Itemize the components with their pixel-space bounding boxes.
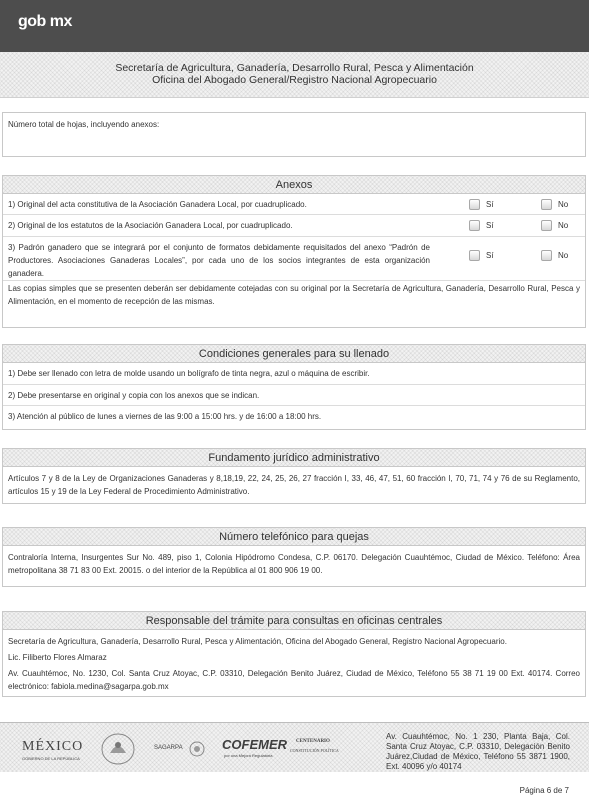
anexo-text-2: 2) Original de los estatutos de la Asociación Ganadera Local, por cuadruplicado.	[8, 221, 293, 230]
condicion-item-1: 1) Debe ser llenado con letra de molde usando un bolígrafo de tinta negra, azul o máquina de escribir.	[3, 363, 585, 385]
condicion-item-3: 3) Atención al público de lunes a viernes de las 9:00 a 15:00 hrs. y de 16:00 a 18:00 hrs.	[8, 412, 322, 421]
anexo-1-yes-label: Sí	[486, 200, 494, 209]
telefono-title: Número telefónico para quejas	[3, 528, 585, 546]
centenario-sub: CONSTITUCIÓN POLÍTICA	[290, 748, 339, 753]
anexo-row-1	[3, 194, 585, 215]
anexo-row-2	[3, 215, 585, 237]
anexo-2-yes-label: Sí	[486, 221, 494, 230]
anexo-2-no-checkbox[interactable]	[541, 220, 552, 231]
anexo-2-yes-checkbox[interactable]	[469, 220, 480, 231]
anexos-note: Las copias simples que se presenten deberán ser debidamente cotejadas con su original por la Secretaría de Agricultura, Ganadería, Desarrollo Rural, Pesca y Alimentación, en el momento de recepción de las mismas.	[8, 284, 580, 306]
header-line-1: Secretaría de Agricultura, Ganadería, Desarrollo Rural, Pesca y Alimentación	[115, 62, 474, 74]
anexo-1-yes-checkbox[interactable]	[469, 199, 480, 210]
document-header	[0, 52, 589, 98]
page-number: Página 6 de 7	[519, 786, 569, 795]
fundamento-section	[2, 448, 586, 504]
telefono-text: Contraloría Interna, Insurgentes Sur No. 489, piso 1, Colonia Hipódromo Condesa, C.P. 06170. Delegación Cuauhtémoc, Ciudad de México. Teléfono: Área metropolitana 38 71 83 00 Ext. 20015. o del interior de la República al 01 800 906 19 00.	[8, 553, 580, 575]
responsable-line-2: Lic. Filiberto Flores Almaraz	[8, 653, 107, 662]
anexo-3-no-checkbox[interactable]	[541, 250, 552, 261]
responsable-title: Responsable del trámite para consultas en oficinas centrales	[3, 612, 585, 630]
anexos-title: Anexos	[3, 176, 585, 194]
condiciones-section	[2, 344, 586, 430]
cofemer-sub: por una Mejora Regulatoria	[224, 753, 273, 758]
anexo-3-no-label: No	[558, 251, 569, 260]
anexo-3-yes-label: Sí	[486, 251, 494, 260]
anexos-section	[2, 175, 586, 328]
footer	[0, 722, 589, 772]
fundamento-text: Artículos 7 y 8 de la Ley de Organizaciones Ganaderas y 8,18,19, 22, 24, 25, 26, 27 fracción I, 33, 46, 47, 51, 60 fracción I, 70, 71, 74 y 76 de su Reglamento, artículos 15 y 19 de la Ley Federal de Procedimiento Administrativo.	[8, 474, 580, 496]
condicion-item-2: 2) Debe presentarse en original y copia con los anexos que se indican.	[3, 385, 585, 406]
sagarpa-seal-icon	[188, 739, 206, 759]
coat-of-arms-icon	[96, 731, 140, 767]
anexo-1-no-checkbox[interactable]	[541, 199, 552, 210]
hojas-box	[2, 112, 586, 157]
anexo-1-no-label: No	[558, 200, 569, 209]
telefono-section	[2, 527, 586, 587]
fundamento-title: Fundamento jurídico administrativo	[3, 449, 585, 467]
footer-address: Av. Cuauhtémoc, No. 1 230, Planta Baja, Col. Santa Cruz Atoyac, C.P. 03310, Delegación Benito Juárez,Ciudad de México, Teléfono 55 3871 1900, Ext. 40096 y/o 40174	[386, 732, 570, 771]
centenario-logo: CENTENARIO	[296, 739, 330, 744]
anexo-row-3	[3, 237, 585, 281]
mexico-sub: GOBIERNO DE LA REPÚBLICA	[22, 756, 80, 761]
hojas-label: Número total de hojas, incluyendo anexos:	[8, 120, 160, 129]
mexico-logo: MÉXICO	[22, 739, 84, 754]
condiciones-title: Condiciones generales para su llenado	[3, 345, 585, 363]
header-line-2: Oficina del Abogado General/Registro Nacional Agropecuario	[152, 74, 437, 86]
responsable-section	[2, 611, 586, 697]
anexo-3-yes-checkbox[interactable]	[469, 250, 480, 261]
responsable-line-3: Av. Cuauhtémoc, No. 1230, Col. Santa Cruz Atoyac, C.P. 03310, Delegación Benito Juárez, Ciudad de México, Teléfono 55 38 71 19 00 Ext. 40174. Correo electrónico: fabiola.medina@sagarpa.gob.mx	[8, 669, 580, 691]
responsable-line-1: Secretaría de Agricultura, Ganadería, Desarrollo Rural, Pesca y Alimentación, Oficina del Abogado General, Registro Nacional Agropecuario.	[8, 637, 507, 646]
anexo-text-3: 3) Padrón ganadero que se integrará por el conjunto de formatos debidamente requisitados del anexo “Padrón de Productores. Asociaciones Ganaderas Locales”, por cada uno de los socios integrantes de esta organización ganadera.	[8, 243, 430, 278]
sagarpa-logo: SAGARPA	[154, 745, 183, 751]
anexo-text-1: 1) Original del acta constitutiva de la Asociación Ganadera Local, por cuadruplicado.	[8, 200, 307, 209]
cofemer-logo: COFEMER	[222, 737, 287, 752]
top-bar	[0, 0, 589, 52]
anexo-2-no-label: No	[558, 221, 569, 230]
gobmx-logo[interactable]: gob mx	[18, 13, 72, 30]
